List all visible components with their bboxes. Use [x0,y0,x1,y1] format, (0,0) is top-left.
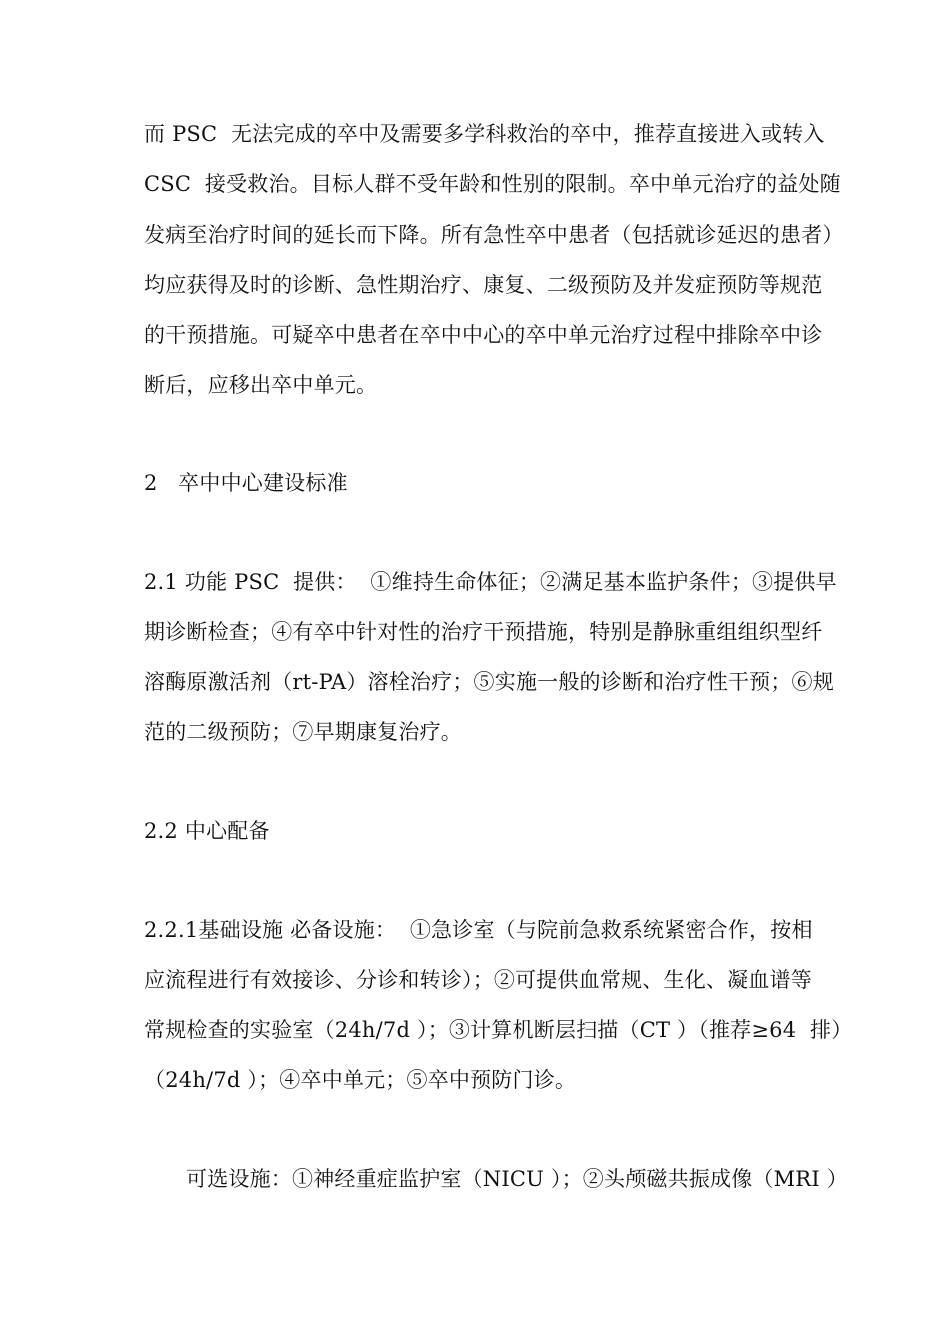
text-line: 2.1 功能 PSC 提供： ①维持生命体征；②满足基本监护条件；③提供早 [144,570,837,594]
section-heading: 2 卒中中心建设标准 [144,471,348,495]
subsection-heading: 2.2 中心配备 [144,819,270,843]
text-line: 断后，应移出卒中单元。 [144,373,378,397]
text-line: 发病至治疗时间的延长而下降。所有急性卒中患者（包括就诊延迟的患者） [144,223,844,247]
text-line: 的干预措施。可疑卒中患者在卒中中心的卒中单元治疗过程中排除卒中诊 [144,323,823,347]
text-line: 常规检查的实验室（24h/7d ）；③计算机断层扫描（CT ）（推荐≥64 排） [144,1018,853,1042]
text-line: CSC 接受救治。目标人群不受年龄和性别的限制。卒中单元治疗的益处随 [144,172,841,196]
text-line: 期诊断检查；④有卒中针对性的治疗干预措施，特别是静脉重组组织型纤 [144,620,823,644]
text-line: 均应获得及时的诊断、急性期治疗、康复、二级预防及并发症预防等规范 [144,273,823,297]
text-line: （24h/7d ）；④卒中单元；⑤卒中预防门诊。 [144,1068,577,1092]
text-line: 溶酶原激活剂（rt-PA）溶栓治疗；⑤实施一般的诊断和治疗性干预；⑥规 [144,670,834,694]
text-line: 可选设施：①神经重症监护室（NICU ）；②头颅磁共振成像（MRI ） [186,1167,848,1191]
text-line: 应流程进行有效接诊、分诊和转诊）；②可提供血常规、生化、凝血谱等 [144,968,812,992]
text-line: 范的二级预防；⑦早期康复治疗。 [144,720,462,744]
text-line: 2.2.1基础设施 必备设施： ①急诊室（与院前急救系统紧密合作，按相 [144,918,813,942]
text-line: 而 PSC 无法完成的卒中及需要多学科救治的卒中，推荐直接进入或转入 [144,122,825,146]
